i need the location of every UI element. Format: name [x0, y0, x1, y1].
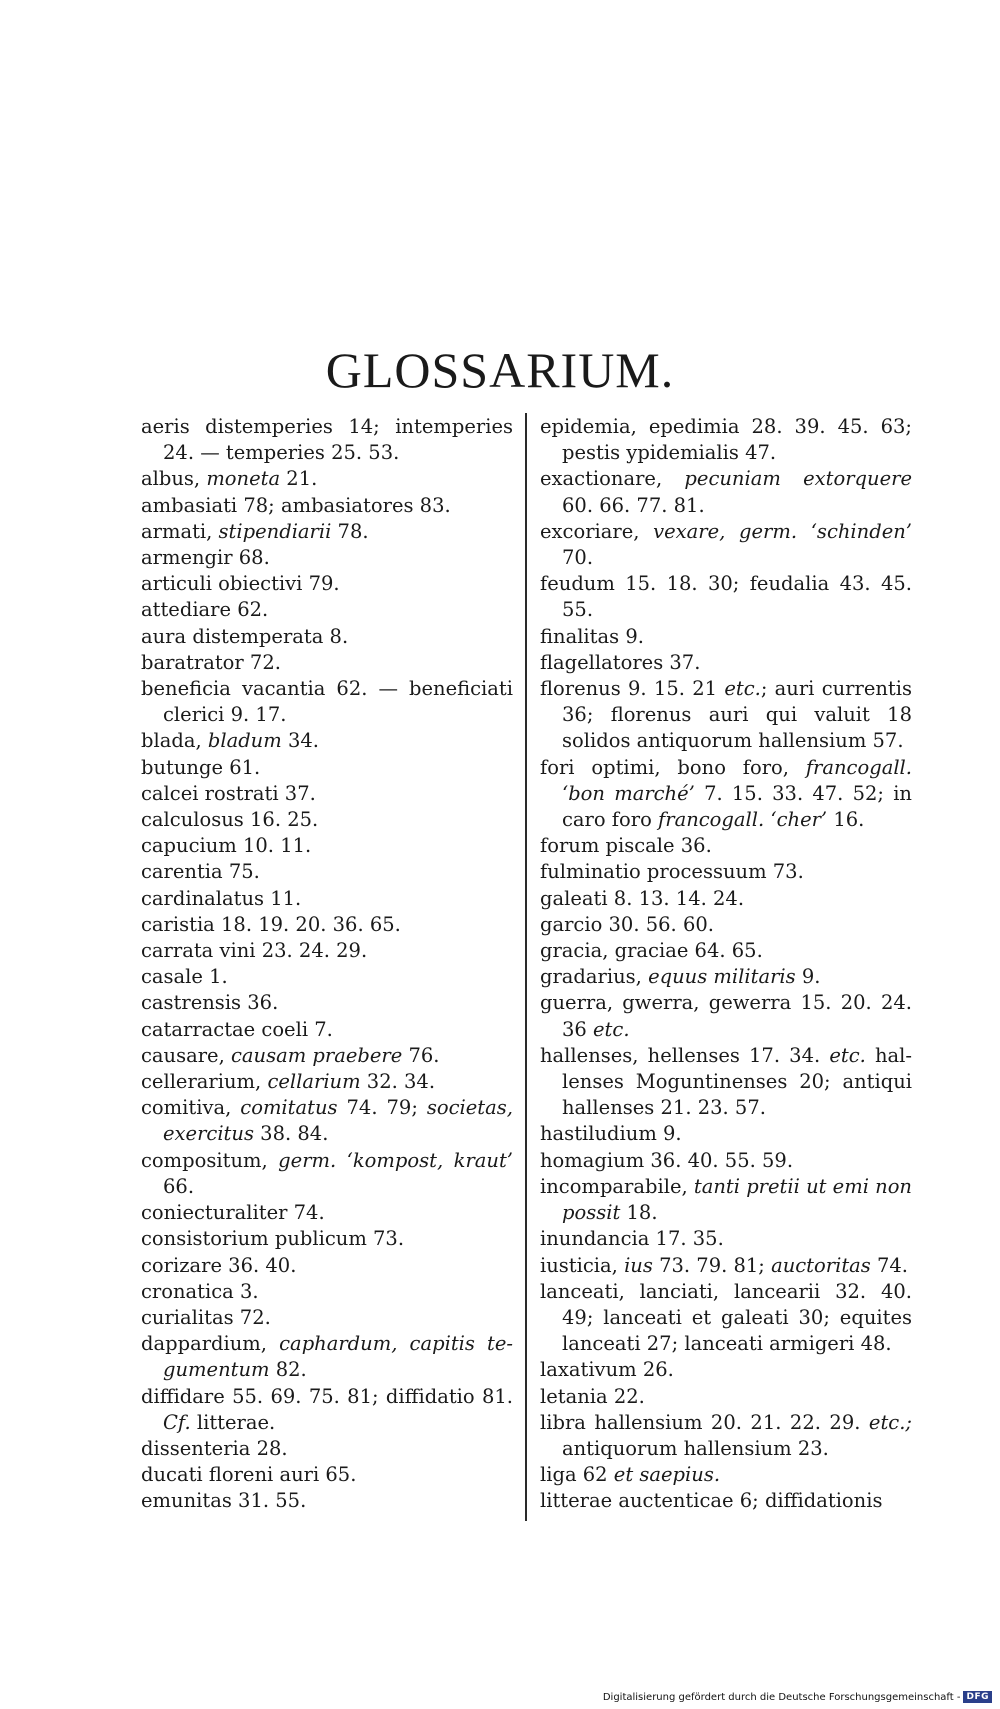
entry-text: calcei rostrati 37. [141, 781, 316, 805]
entry-text: causare, [141, 1043, 231, 1067]
entry-text: corizare 36. 40. [141, 1253, 297, 1277]
glossary-entry [141, 624, 513, 650]
entry-text: incomparabile, [540, 1174, 694, 1198]
entry-text: guerra, gwerra, gewerra 15. 20. 24. 36 [540, 991, 912, 1041]
entry-text: 70. [562, 546, 594, 570]
entry-text: articuli obiectivi 79. [141, 572, 340, 596]
entry-text: beneficia vacantia 62. — beneficiati clerici 9. 17. [141, 677, 513, 727]
entry-italic-text: francogall. ‘bon marché’ [562, 755, 912, 805]
entry-text: cellerarium, [141, 1070, 268, 1094]
entry-text: fori optimi, bono foro, [540, 755, 806, 779]
glossary-entry [540, 1174, 912, 1226]
entry-text: albus, [141, 467, 207, 491]
glossary-entry [141, 964, 513, 990]
glossary-entry [141, 1305, 513, 1331]
entry-text: lanceati, lanciati, lancearii 32. 40. 49; lanceati et galeati 30; equites lanceati 27; lanceati armigeri 48. [540, 1279, 912, 1356]
glossary-entry [540, 1357, 912, 1383]
entry-text: ducati floreni auri 65. [141, 1463, 357, 1487]
entry-italic-text: comitatus [240, 1096, 338, 1120]
entry-text: excoriare, [540, 519, 654, 543]
glossary-entry [141, 1462, 513, 1488]
glossary-entry [540, 414, 912, 466]
entry-italic-text: ius [624, 1253, 653, 1277]
entry-text: litterae. [190, 1410, 276, 1434]
entry-text: butunge 61. [141, 755, 261, 779]
glossary-entry [141, 1279, 513, 1305]
entry-text: 74. 79; [337, 1096, 427, 1120]
glossary-entry [141, 990, 513, 1016]
entry-italic-text: tanti pretii ut emi non possit [562, 1174, 912, 1225]
glossary-entry [540, 1462, 912, 1488]
glossary-column-left [141, 414, 513, 1515]
entry-italic-text: vexare, germ. ‘schinden’ [653, 519, 912, 543]
entry-text: hallenses, hellenses 17. 34. [540, 1043, 830, 1067]
entry-text: compositum, [141, 1148, 279, 1172]
glossary-entry [540, 676, 912, 755]
entry-italic-text: causam praebere [231, 1043, 403, 1067]
entry-text: 34. [281, 729, 319, 753]
entry-italic-text: equus militaris [648, 965, 796, 989]
glossary-entry [141, 807, 513, 833]
entry-italic-text: etc. [829, 1043, 866, 1067]
entry-text: coniecturaliter 74. [141, 1201, 325, 1225]
entry-text: capucium 10. 11. [141, 834, 312, 858]
glossary-entry [141, 1017, 513, 1043]
entry-text: 38. 84. [253, 1122, 329, 1146]
entry-text: 7. 15. 33. 47. 52; in caro foro [562, 781, 912, 832]
glossary-entry [540, 571, 912, 623]
entry-text: catarractae coeli 7. [141, 1017, 333, 1041]
glossary-entry [141, 414, 513, 466]
glossary-entry [540, 1410, 912, 1462]
entry-text: casale 1. [141, 965, 228, 989]
glossary-entry [141, 833, 513, 859]
glossary-entry [141, 1226, 513, 1252]
glossary-entry [540, 624, 912, 650]
entry-text: comitiva, [141, 1096, 241, 1120]
entry-italic-text: germ. ‘kompost, kraut’ [278, 1148, 513, 1172]
glossary-entry [540, 912, 912, 938]
glossary-entry [540, 964, 912, 990]
entry-text: 82. [269, 1358, 307, 1382]
entry-text: 16. [827, 808, 865, 832]
entry-text: gracia, graciae 64. 65. [540, 939, 763, 963]
glossary-entry [540, 1148, 912, 1174]
entry-text: homagium 36. 40. 55. 59. [540, 1148, 794, 1172]
entry-text: letania 22. [540, 1384, 645, 1408]
entry-text: hastiludium 9. [540, 1122, 682, 1146]
glossary-entry [141, 912, 513, 938]
entry-text: 78. [331, 519, 369, 543]
glossary-entry [540, 755, 912, 834]
entry-text: litterae auctenticae 6; diffidationis [540, 1489, 883, 1513]
entry-text: flagellatores 37. [540, 650, 701, 674]
entry-text: carentia 75. [141, 860, 260, 884]
digitization-credit [603, 1691, 992, 1703]
entry-text: ambasiati 78; ambasiatores 83. [141, 493, 451, 517]
entry-text: laxativum 26. [540, 1358, 674, 1382]
entry-text: baratrator 72. [141, 650, 281, 674]
entry-text: 76. [402, 1043, 440, 1067]
entry-text: inundancia 17. 35. [540, 1227, 724, 1251]
entry-text: dissenteria 28. [141, 1436, 288, 1460]
entry-italic-text: et saepius. [613, 1463, 721, 1487]
entry-text: 73. 79. 81; [652, 1253, 772, 1277]
entry-text: libra hallensium 20. 21. 22. 29. [540, 1410, 869, 1434]
dfg-logo: DFG [963, 1691, 992, 1703]
entry-text: 66. [163, 1174, 195, 1198]
glossary-entry [141, 650, 513, 676]
entry-text: cronatica 3. [141, 1279, 259, 1303]
entry-text: exactionare, [540, 467, 685, 491]
entry-text: castrensis 36. [141, 991, 279, 1015]
glossary-entry [141, 1253, 513, 1279]
entry-text: 32. 34. [360, 1070, 436, 1094]
glossary-entry [141, 1095, 513, 1147]
glossary-entry [540, 519, 912, 571]
glossary-entry [141, 545, 513, 571]
glossary-entry [141, 1148, 513, 1200]
glossary-entry [540, 1253, 912, 1279]
page-title: GLOSSARIUM. [325, 342, 675, 398]
glossary-entry [540, 1384, 912, 1410]
entry-text: carrata vini 23. 24. 29. [141, 939, 368, 963]
glossary-entry [540, 859, 912, 885]
entry-italic-text: bladum [207, 729, 282, 753]
glossary-entry [141, 1384, 513, 1436]
glossary-entry [141, 938, 513, 964]
column-divider [525, 413, 527, 1521]
entry-text: 74. [870, 1253, 909, 1277]
glossary-entry [141, 728, 513, 754]
glossary-entry [141, 676, 513, 728]
entry-text: liga 62 [540, 1463, 614, 1487]
entry-italic-text: caphardum, capitis tegumentum [163, 1332, 514, 1382]
glossary-entry [540, 1043, 912, 1122]
entry-text: 9. [795, 965, 821, 989]
glossary-entry [141, 466, 513, 492]
entry-text: hallenses Moguntinenses 20; antiqui hallenses 21. 23. 57. [562, 1043, 912, 1120]
entry-text: consistorium publicum 73. [141, 1227, 405, 1251]
entry-text: 60. 66. 77. 81. [562, 493, 705, 517]
entry-italic-text: societas, exercitus [163, 1096, 513, 1146]
glossary-entry [141, 571, 513, 597]
glossary-entry [540, 1226, 912, 1252]
entry-text: galeati 8. 13. 14. 24. [540, 886, 745, 910]
entry-italic-text: francogall. ‘cher’ [658, 808, 828, 832]
glossary-entry [141, 493, 513, 519]
entry-italic-text: etc. [724, 677, 761, 701]
entry-italic-text: cellarium [267, 1070, 361, 1094]
entry-italic-text: pecuniam extorquere [684, 467, 912, 491]
glossary-entry [141, 1488, 513, 1514]
glossary-entry [141, 1331, 513, 1383]
entry-text: finalitas 9. [540, 624, 644, 648]
glossary-entry [141, 1200, 513, 1226]
glossary-entry [141, 886, 513, 912]
glossary-entry [540, 1279, 912, 1358]
entry-text: dappardium, [141, 1332, 280, 1356]
glossary-entry [141, 781, 513, 807]
glossary-entry [540, 650, 912, 676]
entry-text: attediare 62. [141, 598, 269, 622]
entry-text: armati, [141, 519, 219, 543]
glossary-entry [540, 886, 912, 912]
entry-italic-text: stipendiarii [218, 519, 332, 543]
entry-text: emunitas 31. 55. [141, 1489, 307, 1513]
entry-text: fulminatio processuum 73. [540, 860, 804, 884]
glossary-entry [540, 466, 912, 518]
entry-text: forum piscale 36. [540, 834, 712, 858]
entry-text: armengir 68. [141, 546, 270, 570]
entry-text: garcio 30. 56. 60. [540, 912, 714, 936]
glossary-entry [141, 1436, 513, 1462]
entry-text: aura distemperata 8. [141, 624, 349, 648]
entry-text: caristia 18. 19. 20. 36. 65. [141, 912, 401, 936]
entry-text: feudum 15. 18. 30; feudalia 43. 45. 55. [540, 572, 912, 622]
entry-italic-text: etc. [593, 1017, 630, 1041]
entry-italic-text: moneta [206, 467, 281, 491]
glossary-entry [141, 859, 513, 885]
entry-text: cardinalatus 11. [141, 886, 302, 910]
credit-text: Digitalisierung gefördert durch die Deutsche Forschungsgemeinschaft - [602, 1691, 961, 1703]
entry-text: calculosus 16. 25. [141, 808, 319, 832]
glossary-column-right [540, 414, 912, 1515]
glossary-entry [141, 755, 513, 781]
entry-text: iusticia, [540, 1253, 625, 1277]
glossary-entry [540, 990, 912, 1042]
entry-text: 18. [620, 1201, 658, 1225]
entry-text: curialitas 72. [141, 1305, 271, 1329]
entry-text: 21. [280, 467, 318, 491]
glossary-entry [141, 1043, 513, 1069]
entry-text: aeris distemperies 14; intemperies 24. — temperies 25. 53. [141, 415, 513, 465]
entry-italic-text: etc.; [868, 1410, 912, 1434]
entry-text: gradarius, [540, 965, 649, 989]
glossary-entry [141, 519, 513, 545]
entry-italic-text: auctoritas [771, 1253, 871, 1277]
entry-text: epidemia, epedimia 28. 39. 45. 63; pestis ypidemialis 47. [540, 415, 912, 465]
entry-italic-text: Cf. [163, 1410, 191, 1434]
glossary-entry [540, 833, 912, 859]
glossary-entry [141, 1069, 513, 1095]
entry-text: blada, [141, 729, 208, 753]
glossary-entry [540, 1121, 912, 1147]
entry-text: diffidare 55. 69. 75. 81; diffidatio 81. [141, 1384, 513, 1408]
glossary-entry [141, 597, 513, 623]
entry-text: florenus 9. 15. 21 [540, 677, 725, 701]
glossary-entry [540, 1488, 912, 1514]
entry-text: ; auri currentis 36; florenus auri qui valuit 18 solidos antiquorum hallensium 57. [562, 677, 912, 753]
entry-text: antiquorum hallensium 23. [562, 1436, 829, 1460]
glossary-entry [540, 938, 912, 964]
